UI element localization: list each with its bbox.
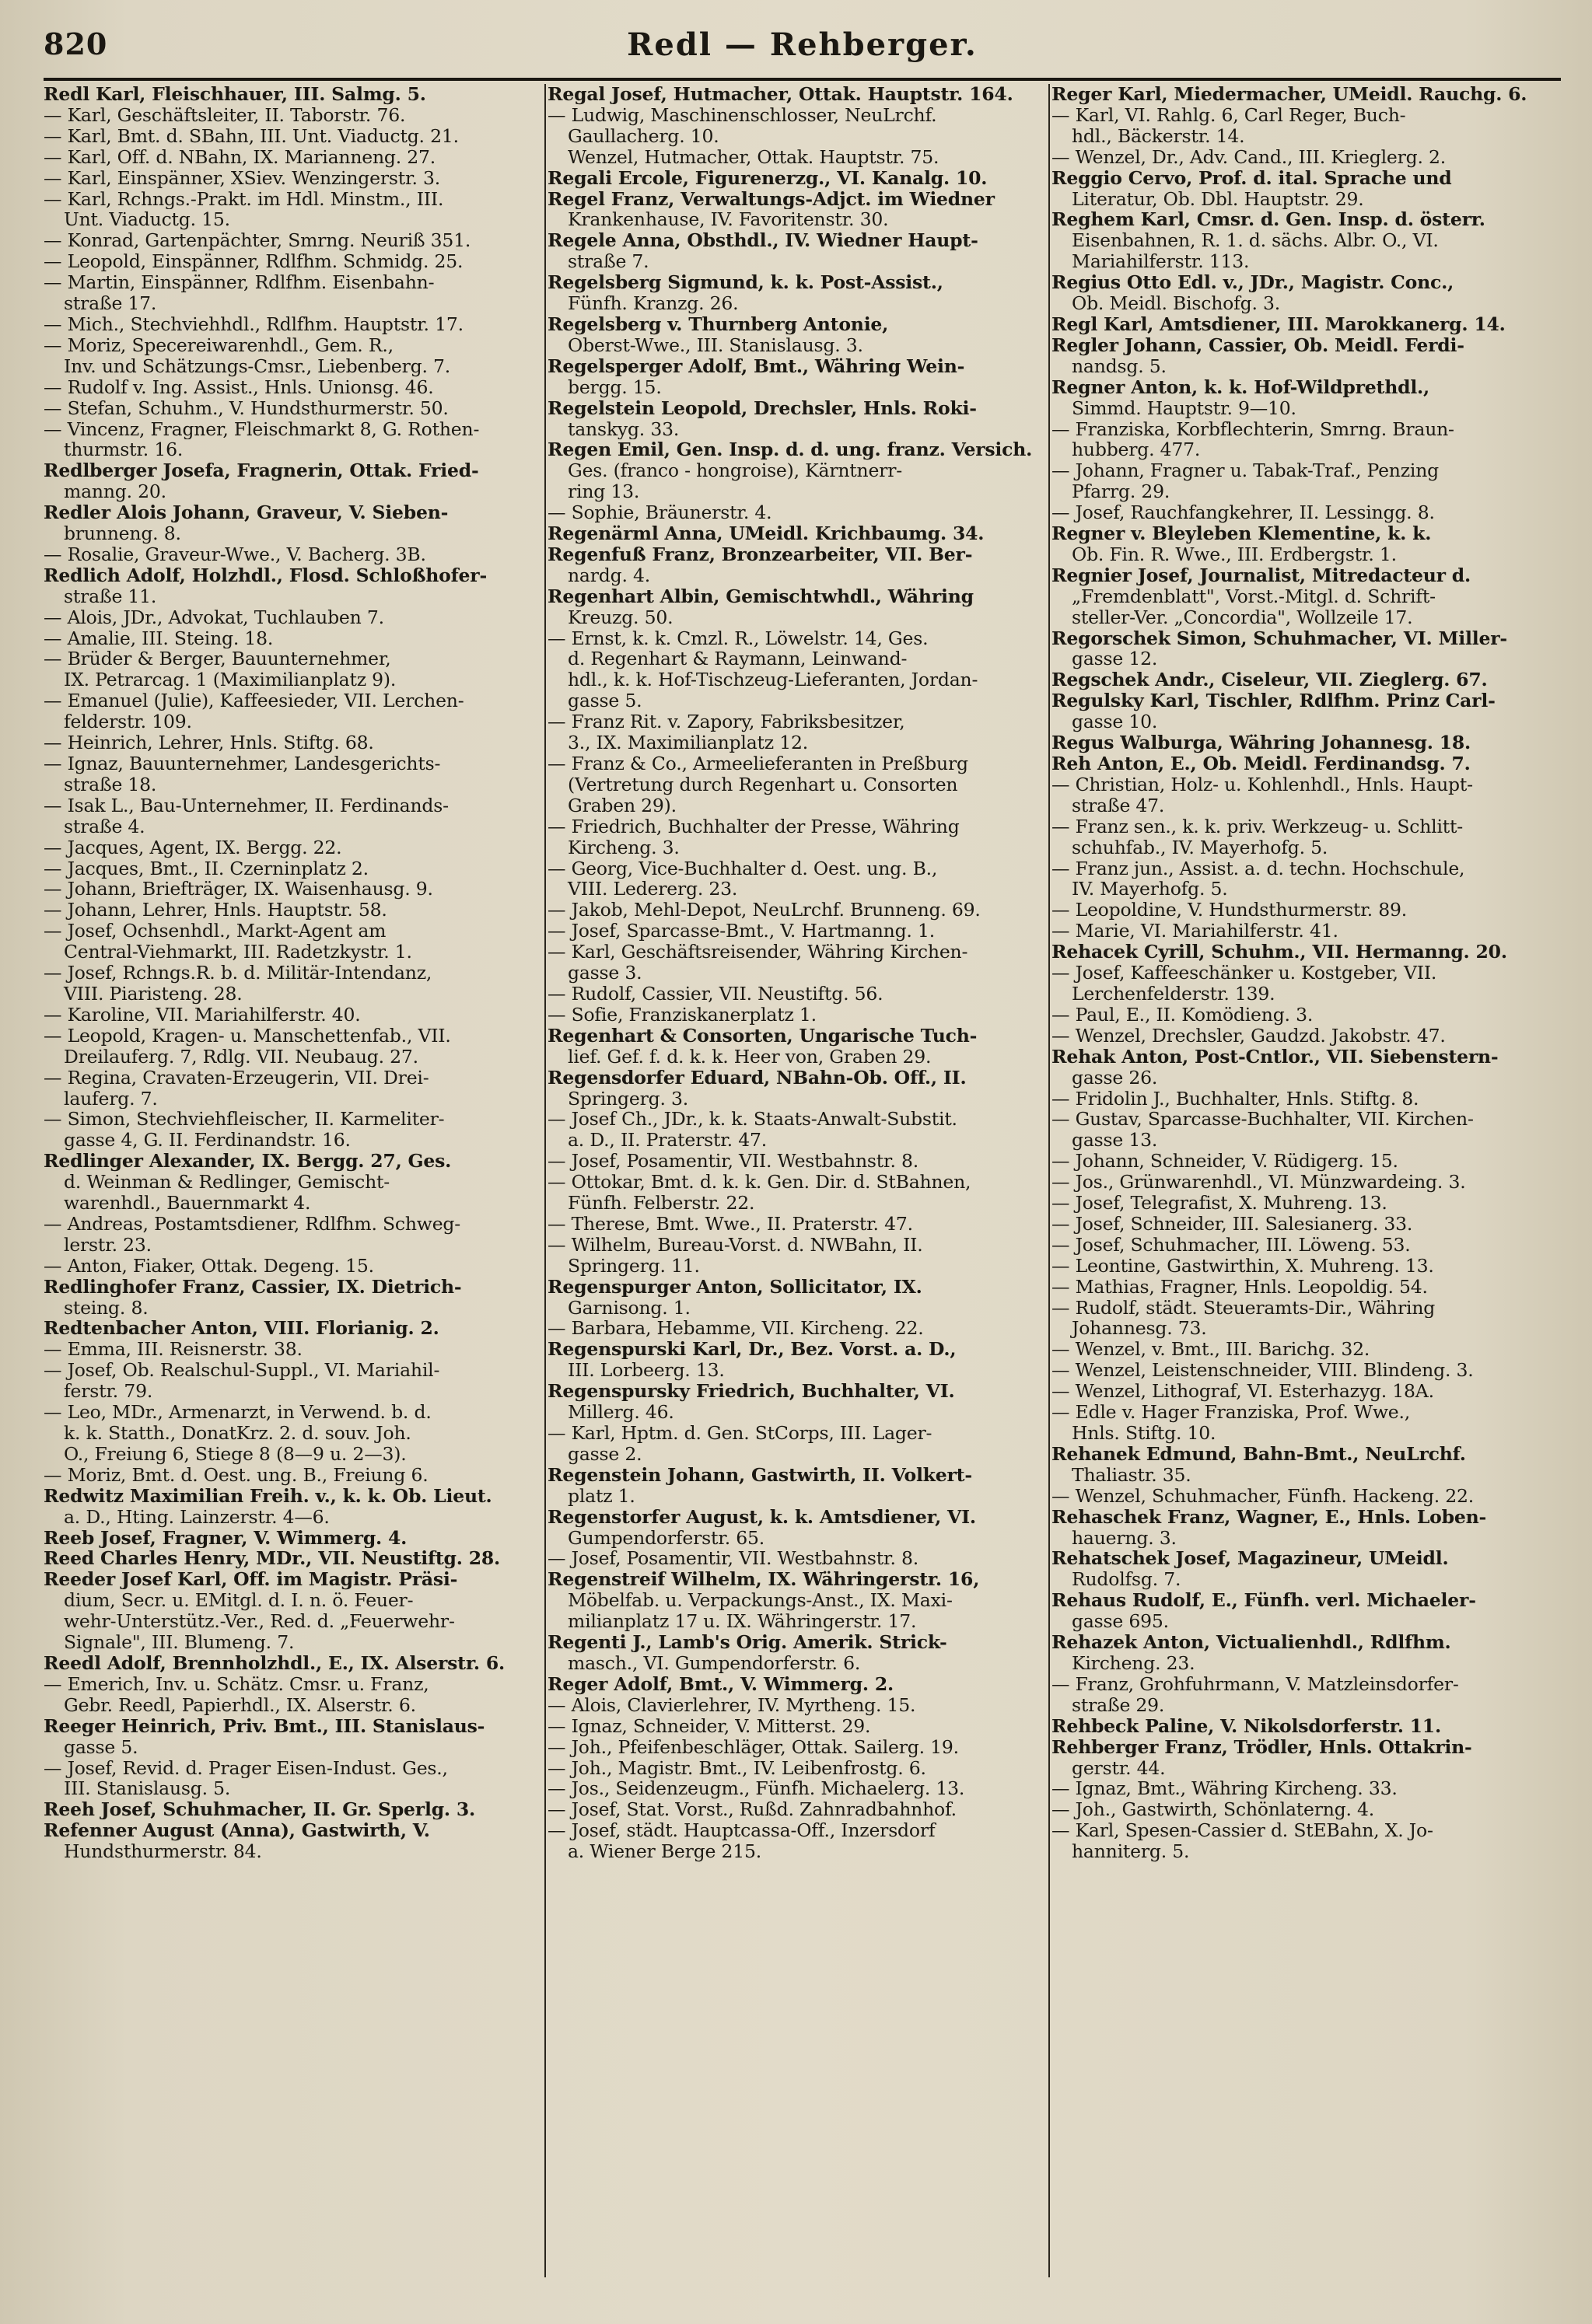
entry-line: — Josef, Ochsenhdl., Markt-Agent am [44, 921, 387, 942]
page-number: 820 [44, 26, 108, 61]
entry-line: — Emanuel (Julie), Kaffeesieder, VII. Lerchen- [44, 690, 464, 712]
entry-line: ferstr. 79. [64, 1381, 153, 1403]
entry-line: — Edle v. Hager Franziska, Prof. Wwe., [1051, 1402, 1410, 1423]
directory-columns [44, 84, 1561, 2277]
entry-line: Millerg. 46. [568, 1402, 674, 1423]
entry-line: — Josef, Posamentir, VII. Westbahnstr. 8. [548, 1151, 919, 1172]
entry-heading-line: Regenspurger Anton, Sollicitator, IX. [548, 1276, 922, 1298]
entry-line: — Alois, Clavierlehrer, IV. Myrtheng. 15. [548, 1694, 916, 1716]
entry-line: steller-Ver. „Concordia", Wollzeile 17. [1072, 606, 1413, 628]
entry-line: d. Weinman & Redlinger, Gemischt- [64, 1172, 390, 1193]
entry-line: O., Freiung 6, Stiege 8 (8—9 u. 2—3). [64, 1443, 407, 1465]
entry-heading-line: Regius Otto Edl. v., JDr., Magistr. Conc., [1051, 272, 1454, 294]
entry-line: gasse 4, G. II. Ferdinandstr. 16. [64, 1130, 351, 1152]
entry-line: schuhfab., IV. Mayerhofg. 5. [1072, 837, 1328, 858]
entry-heading-line: Rehatschek Josef, Magazineur, UMeidl. [1051, 1548, 1449, 1570]
entry-line: milianplatz 17 u. IX. Währingerstr. 17. [568, 1611, 917, 1633]
entry-line: straße 29. [1072, 1694, 1165, 1716]
entry-line: k. k. Statth., DonatKrz. 2. d. souv. Joh. [64, 1423, 411, 1444]
entry-line: Signale", III. Blumeng. 7. [64, 1632, 295, 1653]
entry-heading-line: Reedl Adolf, Brennholzhdl., E., IX. Alserstr. 6. [44, 1652, 505, 1674]
entry-heading-line: Regelsberg Sigmund, k. k. Post-Assist., [548, 272, 943, 294]
entry-line: felderstr. 109. [64, 711, 192, 733]
entry-line: — Karl, VI. Rahlg. 6, Carl Reger, Buch- [1051, 104, 1406, 126]
entry-line: Springerg. 3. [568, 1088, 689, 1110]
entry-heading-line: Regali Ercole, Figurenerzg., VI. Kanalg. 10. [548, 167, 988, 189]
entry-line: III. Lorbeerg. 13. [568, 1360, 725, 1382]
entry-line: — Heinrich, Lehrer, Hnls. Stiftg. 68. [44, 732, 374, 753]
entry-line: — Franz & Co., Armeelieferanten in Preßburg [548, 753, 968, 774]
entry-line: thurmstr. 16. [64, 439, 184, 461]
entry-line: — Karoline, VII. Mariahilferstr. 40. [44, 1004, 361, 1026]
entry-line: Pfarrg. 29. [1072, 481, 1170, 503]
entry-line: — Leopold, Einspänner, Rdlfhm. Schmidg. 25. [44, 251, 464, 273]
entry-line: — Jos., Seidenzeugm., Fünfh. Michaelerg. 13. [548, 1778, 965, 1800]
entry-heading-line: Redlich Adolf, Holzhdl., Flosd. Schloßhofer- [44, 564, 487, 586]
entry-line: — Franz Rit. v. Zapory, Fabriksbesitzer, [548, 711, 905, 733]
entry-line: — Rudolf, Cassier, VII. Neustiftg. 56. [548, 983, 883, 1005]
entry-heading-line: Regenfuß Franz, Bronzearbeiter, VII. Ber- [548, 543, 973, 565]
entry-line: — Johann, Schneider, V. Rüdigerg. 15. [1051, 1151, 1398, 1172]
entry-line: — Leo, MDr., Armenarzt, in Verwend. b. d. [44, 1402, 432, 1423]
entry-line: — Johann, Briefträger, IX. Waisenhausg. 9. [44, 879, 433, 900]
entry-line: hauerng. 3. [1072, 1527, 1177, 1549]
entry-line: — Rudolf, städt. Steueramts-Dir., Währing [1051, 1297, 1436, 1319]
entry-line: — Barbara, Hebamme, VII. Kircheng. 22. [548, 1318, 924, 1340]
entry-line: — Josef, Kaffeeschänker u. Kostgeber, VII. [1051, 963, 1437, 984]
entry-line: — Joh., Gastwirth, Schönlaterng. 4. [1051, 1799, 1375, 1821]
entry-line: — Johann, Fragner u. Tabak-Traf., Penzing [1051, 460, 1440, 482]
entry-line: Fünfh. Felberstr. 22. [568, 1193, 755, 1214]
entry-line: Lerchenfelderstr. 139. [1072, 983, 1275, 1005]
entry-line: nardg. 4. [568, 564, 651, 586]
entry-line: — Simon, Stechviehfleischer, II. Karmeliter- [44, 1109, 445, 1131]
entry-line: Fünfh. Kranzg. 26. [568, 293, 739, 314]
entry-line: — Georg, Vice-Buchhalter d. Oest. ung. B., [548, 858, 938, 879]
entry-heading-line: Regenspurski Karl, Dr., Bez. Vorst. a. D., [548, 1339, 957, 1361]
entry-line: — Josef, Sparcasse-Bmt., V. Hartmanng. 1. [548, 921, 935, 942]
entry-line: — Gustav, Sparcasse-Buchhalter, VII. Kirchen- [1051, 1109, 1474, 1131]
entry-heading-line: Regnier Josef, Journalist, Mitredacteur d. [1051, 564, 1471, 586]
entry-line: — Isak L., Bau-Unternehmer, II. Ferdinands- [44, 795, 449, 816]
entry-line: gasse 5. [568, 690, 642, 712]
entry-heading-line: Regenstein Johann, Gastwirth, II. Volkert- [548, 1464, 972, 1486]
entry-line: — Leontine, Gastwirthin, X. Muhreng. 13. [1051, 1255, 1434, 1277]
entry-heading-line: Regner v. Bleyleben Klementine, k. k. [1051, 523, 1432, 544]
entry-line: straße 4. [64, 816, 145, 837]
entry-line: — Franziska, Korbflechterin, Smrng. Braun- [1051, 418, 1454, 440]
entry-line: — Ignaz, Schneider, V. Mitterst. 29. [548, 1715, 871, 1737]
entry-line: Gumpendorferstr. 65. [568, 1527, 765, 1549]
entry-line: Springerg. 11. [568, 1255, 700, 1277]
entry-line: gasse 5. [64, 1736, 138, 1758]
entry-heading-line: Regenhart Albin, Gemischtwhdl., Währing [548, 585, 974, 607]
entry-line: — Jacques, Agent, IX. Bergg. 22. [44, 837, 342, 858]
entry-line: — Mathias, Fragner, Hnls. Leopoldig. 54. [1051, 1276, 1428, 1298]
header-rule [44, 78, 1561, 81]
entry-line: — Regina, Cravaten-Erzeugerin, VII. Drei- [44, 1067, 429, 1089]
entry-line: gasse 26. [1072, 1067, 1158, 1089]
entry-heading-line: Rehazek Anton, Victualienhdl., Rdlfhm. [1051, 1632, 1451, 1653]
entry-line: Ob. Fin. R. Wwe., III. Erdbergstr. 1. [1072, 543, 1397, 565]
entry-line: d. Regenhart & Raymann, Leinwand- [568, 648, 908, 670]
entry-heading-line: Rehacek Cyrill, Schuhm., VII. Hermanng. 20. [1051, 942, 1507, 963]
entry-line: — Karl, Hptm. d. Gen. StCorps, III. Lager- [548, 1423, 932, 1444]
entry-line: — Therese, Bmt. Wwe., II. Praterstr. 47. [548, 1213, 913, 1235]
entry-line: — Johann, Lehrer, Hnls. Hauptstr. 58. [44, 900, 387, 921]
entry-line: — Rudolf v. Ing. Assist., Hnls. Unionsg. 46. [44, 376, 434, 398]
entry-line: — Franz, Grohfuhrmann, V. Matzleinsdorfer- [1051, 1673, 1459, 1695]
entry-heading-line: Regelsperger Adolf, Bmt., Währing Wein- [548, 355, 965, 377]
entry-line: — Josef, städt. Hauptcassa-Off., Inzersdorf [548, 1820, 936, 1842]
entry-line: Mariahilferstr. 113. [1072, 251, 1250, 273]
entry-line: IX. Petrarcag. 1 (Maximilianplatz 9). [64, 669, 397, 691]
entry-heading-line: Reghem Karl, Cmsr. d. Gen. Insp. d. österr. [1051, 209, 1485, 231]
entry-heading-line: Rehbeck Paline, V. Nikolsdorferstr. 11. [1051, 1715, 1441, 1737]
entry-heading-line: Regorschek Simon, Schuhmacher, VI. Miller- [1051, 627, 1507, 649]
entry-line: hdl., Bäckerstr. 14. [1072, 125, 1245, 147]
entry-heading-line: Regenspursky Friedrich, Buchhalter, VI. [548, 1381, 955, 1403]
entry-line: Gebr. Reedl, Papierhdl., IX. Alserstr. 6. [64, 1694, 416, 1716]
entry-line: Rudolfsg. 7. [1072, 1569, 1181, 1591]
entry-line: — Franz sen., k. k. priv. Werkzeug- u. Schlitt- [1051, 816, 1464, 837]
entry-line: lief. Gef. f. d. k. k. Heer von, Graben 29. [568, 1046, 932, 1068]
entry-line: Johannesg. 73. [1072, 1318, 1207, 1340]
entry-line: — Sophie, Bräunerstr. 4. [548, 502, 772, 524]
entry-line: Graben 29). [568, 795, 677, 816]
column-1 [44, 84, 541, 2277]
entry-line: — Marie, VI. Mariahilferstr. 41. [1051, 921, 1338, 942]
entry-line: — Leopoldine, V. Hundsthurmerstr. 89. [1051, 900, 1407, 921]
entry-line: — Amalie, III. Steing. 18. [44, 627, 274, 649]
entry-line: Oberst-Wwe., III. Stanislausg. 3. [568, 334, 863, 356]
entry-line: — Alois, JDr., Advokat, Tuchlauben 7. [44, 606, 384, 628]
entry-line: gerstr. 44. [1072, 1757, 1166, 1779]
entry-line: — Jacques, Bmt., II. Czerninplatz 2. [44, 858, 369, 879]
entry-line: Kircheng. 23. [1072, 1652, 1195, 1674]
entry-line: — Vincenz, Fragner, Fleischmarkt 8, G. Rothen- [44, 418, 480, 440]
entry-heading-line: Reeh Josef, Schuhmacher, II. Gr. Sperlg. 3. [44, 1799, 476, 1821]
entry-line: hanniterg. 5. [1072, 1841, 1190, 1863]
entry-line: Literatur, Ob. Dbl. Hauptstr. 29. [1072, 188, 1364, 210]
entry-line: — Fridolin J., Buchhalter, Hnls. Stiftg. 8. [1051, 1088, 1419, 1110]
entry-heading-line: Rehak Anton, Post-Cntlor., VII. Siebenstern- [1051, 1046, 1499, 1068]
entry-heading-line: Redlberger Josefa, Fragnerin, Ottak. Fried- [44, 460, 479, 482]
entry-line: — Karl, Bmt. d. SBahn, III. Unt. Viaductg. 21. [44, 125, 459, 147]
entry-heading-line: Regelstein Leopold, Drechsler, Hnls. Roki- [548, 397, 977, 419]
column-divider [1048, 84, 1050, 2277]
column-divider [544, 84, 546, 2277]
entry-line: nandsg. 5. [1072, 355, 1167, 377]
entry-line: steing. 8. [64, 1297, 149, 1319]
entry-heading-line: Reger Adolf, Bmt., V. Wimmerg. 2. [548, 1673, 894, 1695]
entry-line: Hnls. Stiftg. 10. [1072, 1423, 1216, 1444]
entry-line: — Wenzel, Dr., Adv. Cand., III. Krieglerg. 2. [1051, 146, 1447, 168]
entry-line: Hundsthurmerstr. 84. [64, 1841, 262, 1863]
entry-line: bergg. 15. [568, 376, 662, 398]
entry-line: — Wenzel, v. Bmt., III. Barichg. 32. [1051, 1339, 1370, 1361]
entry-line: gasse 10. [1072, 711, 1158, 733]
entry-line: — Josef, Posamentir, VII. Westbahnstr. 8. [548, 1548, 919, 1570]
entry-line: — Josef, Rchngs.R. b. d. Militär-Intendanz, [44, 963, 432, 984]
entry-line: ring 13. [568, 481, 640, 503]
entry-line: — Jos., Grünwarenhdl., VI. Münzwardeing. 3. [1051, 1172, 1466, 1193]
entry-line: — Franz jun., Assist. a. d. techn. Hochschule, [1051, 858, 1465, 879]
entry-line: — Emma, III. Reisnerstr. 38. [44, 1339, 303, 1361]
entry-line: — Karl, Geschäftsreisender, Währing Kirchen- [548, 942, 968, 963]
entry-line: platz 1. [568, 1485, 635, 1507]
entry-line: Krankenhause, IV. Favoritenstr. 30. [568, 209, 889, 231]
entry-heading-line: Refenner August (Anna), Gastwirth, V. [44, 1820, 430, 1842]
entry-line: wehr-Unterstütz.-Ver., Red. d. „Feuerwehr- [64, 1611, 455, 1633]
entry-line: — Josef, Ob. Realschul-Suppl., VI. Mariahil- [44, 1360, 440, 1382]
entry-line: — Ignaz, Bauunternehmer, Landesgerichts- [44, 753, 441, 774]
entry-line: — Wenzel, Leistenschneider, VIII. Blindeng. 3. [1051, 1360, 1474, 1382]
entry-line: — Christian, Holz- u. Kohlenhdl., Hnls. Haupt- [1051, 774, 1473, 795]
entry-heading-line: Rehaschek Franz, Wagner, E., Hnls. Loben- [1051, 1506, 1487, 1528]
entry-line: manng. 20. [64, 481, 166, 503]
entry-line: Möbelfab. u. Verpackungs-Anst., IX. Maxi- [568, 1590, 953, 1612]
entry-line: tanskyg. 33. [568, 418, 680, 440]
entry-heading-line: Redlinghofer Franz, Cassier, IX. Dietrich- [44, 1276, 462, 1298]
entry-line: gasse 3. [568, 963, 642, 984]
page-header [44, 22, 1561, 76]
entry-line: dium, Secr. u. EMitgl. d. I. n. ö. Feuer- [64, 1590, 414, 1612]
entry-heading-line: Regele Anna, Obsthdl., IV. Wiedner Haupt- [548, 230, 978, 252]
entry-line: Garnisong. 1. [568, 1297, 691, 1319]
entry-line: — Sofie, Franziskanerplatz 1. [548, 1004, 817, 1026]
entry-line: straße 17. [64, 293, 157, 314]
entry-line: Thaliastr. 35. [1072, 1464, 1191, 1486]
entry-heading-line: Regensdorfer Eduard, NBahn-Ob. Off., II. [548, 1067, 967, 1089]
entry-heading-line: Regen Emil, Gen. Insp. d. d. ung. franz. Versich. [548, 439, 1033, 461]
entry-heading-line: Regus Walburga, Währing Johannesg. 18. [1051, 732, 1471, 753]
entry-heading-line: Regner Anton, k. k. Hof-Wildprethdl., [1051, 376, 1430, 398]
entry-line: Dreilauferg. 7, Rdlg. VII. Neubaug. 27. [64, 1046, 418, 1068]
entry-heading-line: Regler Johann, Cassier, Ob. Meidl. Ferdi- [1051, 334, 1464, 356]
entry-line: — Moriz, Bmt. d. Oest. ung. B., Freiung 6. [44, 1464, 429, 1486]
entry-line: — Stefan, Schuhm., V. Hundsthurmerstr. 50. [44, 397, 449, 419]
entry-heading-line: Regal Josef, Hutmacher, Ottak. Hauptstr. 164. [548, 84, 1013, 105]
entry-line: Central-Viehmarkt, III. Radetzkystr. 1. [64, 942, 412, 963]
entry-line: straße 18. [64, 774, 157, 795]
entry-heading-line: Regenti J., Lamb's Orig. Amerik. Strick- [548, 1632, 947, 1653]
entry-heading-line: Redwitz Maximilian Freih. v., k. k. Ob. Lieut. [44, 1485, 492, 1507]
entry-heading-line: Reed Charles Henry, MDr., VII. Neustiftg. 28. [44, 1548, 501, 1570]
entry-line: — Emerich, Inv. u. Schätz. Cmsr. u. Franz, [44, 1673, 429, 1695]
entry-heading-line: Reeger Heinrich, Priv. Bmt., III. Stanislaus- [44, 1715, 485, 1737]
entry-line: — Josef, Schneider, III. Salesianerg. 33. [1051, 1213, 1413, 1235]
entry-line: — Paul, E., II. Komödieng. 3. [1051, 1004, 1314, 1026]
entry-line: — Ernst, k. k. Cmzl. R., Löwelstr. 14, Ges. [548, 627, 929, 649]
entry-line: — Jakob, Mehl-Depot, NeuLrchf. Brunneng. 69. [548, 900, 981, 921]
entry-line: — Josef, Telegrafist, X. Muhreng. 13. [1051, 1193, 1387, 1214]
entry-line: — Josef, Revid. d. Prager Eisen-Indust. Ges., [44, 1757, 448, 1779]
entry-line: gasse 13. [1072, 1130, 1158, 1152]
entry-line: straße 11. [64, 585, 157, 607]
entry-heading-line: Redl Karl, Fleischhauer, III. Salmg. 5. [44, 84, 426, 105]
entry-line: — Mich., Stechviehhdl., Rdlfhm. Hauptstr. 17. [44, 313, 464, 335]
entry-heading-line: Regl Karl, Amtsdiener, III. Marokkanerg. 14. [1051, 313, 1506, 335]
entry-line: — Wenzel, Lithograf, VI. Esterhazyg. 18A. [1051, 1381, 1434, 1403]
entry-heading-line: Regenstreif Wilhelm, IX. Währingerstr. 16, [548, 1569, 980, 1591]
entry-line: VIII. Ledererg. 23. [568, 879, 738, 900]
entry-line: — Karl, Geschäftsleiter, II. Taborstr. 76. [44, 104, 406, 126]
entry-line: Gaullacherg. 10. [568, 125, 719, 147]
entry-line: Kircheng. 3. [568, 837, 680, 858]
entry-line: Inv. und Schätzungs-Cmsr., Liebenberg. 7. [64, 355, 451, 377]
entry-line: — Ottokar, Bmt. d. k. k. Gen. Dir. d. StBahnen, [548, 1172, 971, 1193]
entry-line: — Josef, Schuhmacher, III. Löweng. 53. [1051, 1234, 1411, 1256]
entry-heading-line: Regenstorfer August, k. k. Amtsdiener, VI. [548, 1506, 976, 1528]
entry-line: — Karl, Spesen-Cassier d. StEBahn, X. Jo- [1051, 1820, 1433, 1842]
entry-line: hdl., k. k. Hof-Tischzeug-Lieferanten, Jordan- [568, 669, 978, 691]
entry-line: — Wenzel, Drechsler, Gaudzd. Jakobstr. 47. [1051, 1025, 1446, 1047]
entry-line: — Wilhelm, Bureau-Vorst. d. NWBahn, II. [548, 1234, 923, 1256]
entry-heading-line: Regschek Andr., Ciseleur, VII. Zieglerg. 67. [1051, 669, 1488, 691]
entry-line: — Leopold, Kragen- u. Manschettenfab., VII. [44, 1025, 451, 1047]
entry-line: straße 7. [568, 251, 649, 273]
entry-line: lerstr. 23. [64, 1234, 152, 1256]
entry-heading-line: Redtenbacher Anton, VIII. Florianig. 2. [44, 1318, 439, 1340]
entry-line: lauferg. 7. [64, 1088, 158, 1110]
column-3 [1051, 84, 1549, 2277]
entry-heading-line: Rehberger Franz, Trödler, Hnls. Ottakrin- [1051, 1736, 1472, 1758]
entry-heading-line: Regulsky Karl, Tischler, Rdlfhm. Prinz Carl- [1051, 690, 1496, 712]
entry-line: — Wenzel, Schuhmacher, Fünfh. Hackeng. 22. [1051, 1485, 1475, 1507]
entry-line: — Karl, Einspänner, XSiev. Wenzingerstr. 3. [44, 167, 441, 189]
entry-line: Kreuzg. 50. [568, 606, 674, 628]
column-2 [548, 84, 1045, 2277]
entry-line: masch., VI. Gumpendorferstr. 6. [568, 1652, 861, 1674]
entry-heading-line: Reeder Josef Karl, Off. im Magistr. Präsi- [44, 1569, 458, 1591]
entry-line: — Ludwig, Maschinenschlosser, NeuLrchf. [548, 104, 937, 126]
entry-line: (Vertretung durch Regenhart u. Consorten [568, 774, 958, 795]
running-title: Redl — Rehberger. [627, 26, 978, 63]
entry-heading-line: Reger Karl, Miedermacher, UMeidl. Rauchg. 6. [1051, 84, 1527, 105]
entry-line: III. Stanislausg. 5. [64, 1778, 231, 1800]
entry-heading-line: Reh Anton, E., Ob. Meidl. Ferdinandsg. 7. [1051, 753, 1471, 774]
entry-heading-line: Reggio Cervo, Prof. d. ital. Sprache und [1051, 167, 1452, 189]
entry-line: Ges. (franco - hongroise), Kärntnerr- [568, 460, 902, 482]
entry-heading-line: Redlinger Alexander, IX. Bergg. 27, Ges. [44, 1151, 452, 1172]
entry-line: Ob. Meidl. Bischofg. 3. [1072, 293, 1281, 314]
entry-line: — Anton, Fiaker, Ottak. Degeng. 15. [44, 1255, 374, 1277]
entry-line: gasse 695. [1072, 1611, 1169, 1633]
entry-line: — Karl, Off. d. NBahn, IX. Marianneng. 27. [44, 146, 436, 168]
entry-line: — Brüder & Berger, Bauunternehmer, [44, 648, 391, 670]
entry-line: — Friedrich, Buchhalter der Presse, Währing [548, 816, 960, 837]
entry-line: — Moriz, Specereiwarenhdl., Gem. R., [44, 334, 394, 356]
entry-line: — Martin, Einspänner, Rdlfhm. Eisenbahn- [44, 272, 435, 294]
entry-line: Unt. Viaductg. 15. [64, 209, 230, 231]
entry-line: straße 47. [1072, 795, 1165, 816]
entry-line: — Rosalie, Graveur-Wwe., V. Bacherg. 3B. [44, 543, 426, 565]
entry-line: gasse 2. [568, 1443, 642, 1465]
entry-line: hubberg. 477. [1072, 439, 1201, 461]
entry-line: IV. Mayerhofg. 5. [1072, 879, 1228, 900]
entry-line: — Konrad, Gartenpächter, Smrng. Neuriß 351. [44, 230, 471, 252]
entry-line: warenhdl., Bauernmarkt 4. [64, 1193, 311, 1214]
entry-line: — Ignaz, Bmt., Währing Kircheng. 33. [1051, 1778, 1398, 1800]
entry-heading-line: Regel Franz, Verwaltungs-Adjct. im Wiedner [548, 188, 995, 210]
entry-heading-line: Rehaus Rudolf, E., Fünfh. verl. Michaeler- [1051, 1590, 1476, 1612]
entry-line: — Karl, Rchngs.-Prakt. im Hdl. Minstm., III. [44, 188, 444, 210]
entry-heading-line: Regenärml Anna, UMeidl. Krichbaumg. 34. [548, 523, 985, 544]
entry-line: brunneng. 8. [64, 523, 181, 544]
entry-line: Wenzel, Hutmacher, Ottak. Hauptstr. 75. [568, 146, 939, 168]
entry-line: Eisenbahnen, R. 1. d. sächs. Albr. O., VI. [1072, 230, 1439, 252]
entry-heading-line: Reeb Josef, Fragner, V. Wimmerg. 4. [44, 1527, 408, 1549]
entry-line: VIII. Piaristeng. 28. [64, 983, 243, 1005]
entry-line: gasse 12. [1072, 648, 1158, 670]
entry-line: — Josef, Rauchfangkehrer, II. Lessingg. 8. [1051, 502, 1435, 524]
entry-line: „Fremdenblatt", Vorst.-Mitgl. d. Schrift- [1072, 585, 1436, 607]
entry-heading-line: Regenhart & Consorten, Ungarische Tuch- [548, 1025, 978, 1047]
entry-line: — Joh., Pfeifenbeschläger, Ottak. Sailerg. 19. [548, 1736, 959, 1758]
entry-line: 3., IX. Maximilianplatz 12. [568, 732, 808, 753]
entry-line: — Josef, Stat. Vorst., Rußd. Zahnradbahnhof. [548, 1799, 957, 1821]
entry-heading-line: Rehanek Edmund, Bahn-Bmt., NeuLrchf. [1051, 1443, 1466, 1465]
entry-line: — Joh., Magistr. Bmt., IV. Leibenfrostg. 6. [548, 1757, 926, 1779]
entry-line: a. Wiener Berge 215. [568, 1841, 762, 1863]
entry-line: a. D., II. Praterstr. 47. [568, 1130, 767, 1152]
entry-line: a. D., Hting. Lainzerstr. 4—6. [64, 1506, 330, 1528]
entry-line: Simmd. Hauptstr. 9—10. [1072, 397, 1296, 419]
entry-line: — Josef Ch., JDr., k. k. Staats-Anwalt-Substit. [548, 1109, 957, 1131]
entry-line: — Andreas, Postamtsdiener, Rdlfhm. Schweg- [44, 1213, 460, 1235]
entry-heading-line: Regelsberg v. Thurnberg Antonie, [548, 313, 889, 335]
entry-heading-line: Redler Alois Johann, Graveur, V. Sieben- [44, 502, 449, 524]
